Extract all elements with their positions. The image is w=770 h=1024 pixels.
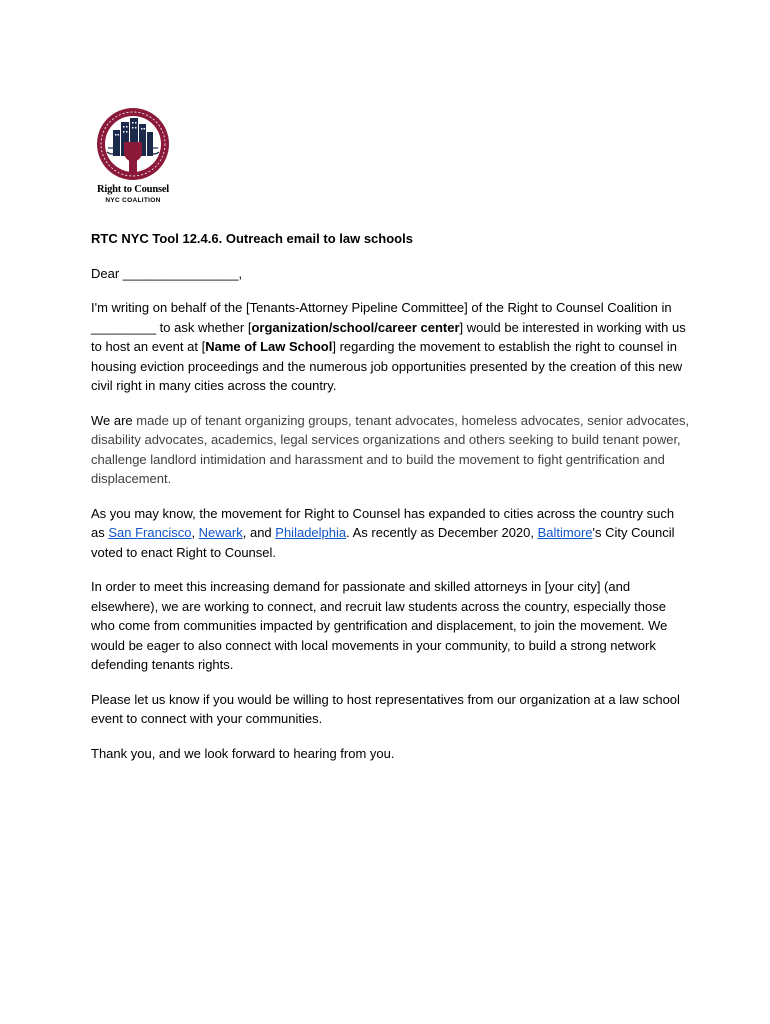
logo-emblem-icon bbox=[88, 104, 178, 184]
document-body bbox=[91, 229, 691, 778]
philadelphia-link[interactable]: Philadelphia bbox=[275, 525, 347, 540]
paragraph-6: Thank you, and we look forward to hearing from you. bbox=[91, 745, 395, 761]
right-to-counsel-logo bbox=[88, 104, 178, 208]
baltimore-link[interactable]: Baltimore bbox=[537, 525, 593, 540]
newark-link[interactable]: Newark bbox=[198, 525, 243, 540]
paragraph-2: We are made up of tenant organizing groups, tenant advocates, homeless advocates, senior advocates, disability advocates, academics, legal services organizations and others seeking to build tenant power, challenge landlord intimidation and harassment and to build the movement to fight gentrification and displacement. bbox=[91, 412, 690, 486]
document-title: RTC NYC Tool 12.4.6. Outreach email to law schools bbox=[91, 231, 413, 246]
greeting: Dear ________________, bbox=[91, 265, 243, 281]
paragraph-4: In order to meet this increasing demand for passionate and skilled attorneys in [your city] (and elsewhere), we are working to connect, and recruit law students across the country, especially those who come from communities impacted by gentrification and displacement, to join the movement. We would be eager to also connect with local movements in your community, to build a strong network defending tenants rights. bbox=[91, 579, 668, 672]
logo-subtitle: NYC COALITION bbox=[105, 197, 161, 204]
logo-name: Right to Counsel bbox=[96, 184, 170, 195]
san-francisco-link[interactable]: San Francisco bbox=[108, 525, 192, 540]
paragraph-5: Please let us know if you would be willing to host representatives from our organization at a law school event to connect with your communities. bbox=[91, 691, 680, 726]
paragraph-1: I'm writing on behalf of the [Tenants-Attorney Pipeline Committee] of the Right to Counsel Coalition in _________ to ask whether [organization/school/career center] would be interested in working with us to host an event at [Name of Law School] regarding the movement to establish the right to counsel in housing eviction proceedings and the numerous job opportunities presented by the creation of this new civil right in many cities across the country. bbox=[91, 300, 686, 393]
paragraph-3: As you may know, the movement for Right to Counsel has expanded to cities across the country such as San Francisco, Newark, and Philadelphia. As recently as December 2020, Baltimore's City Council voted to enact Right to Counsel. bbox=[91, 505, 675, 560]
